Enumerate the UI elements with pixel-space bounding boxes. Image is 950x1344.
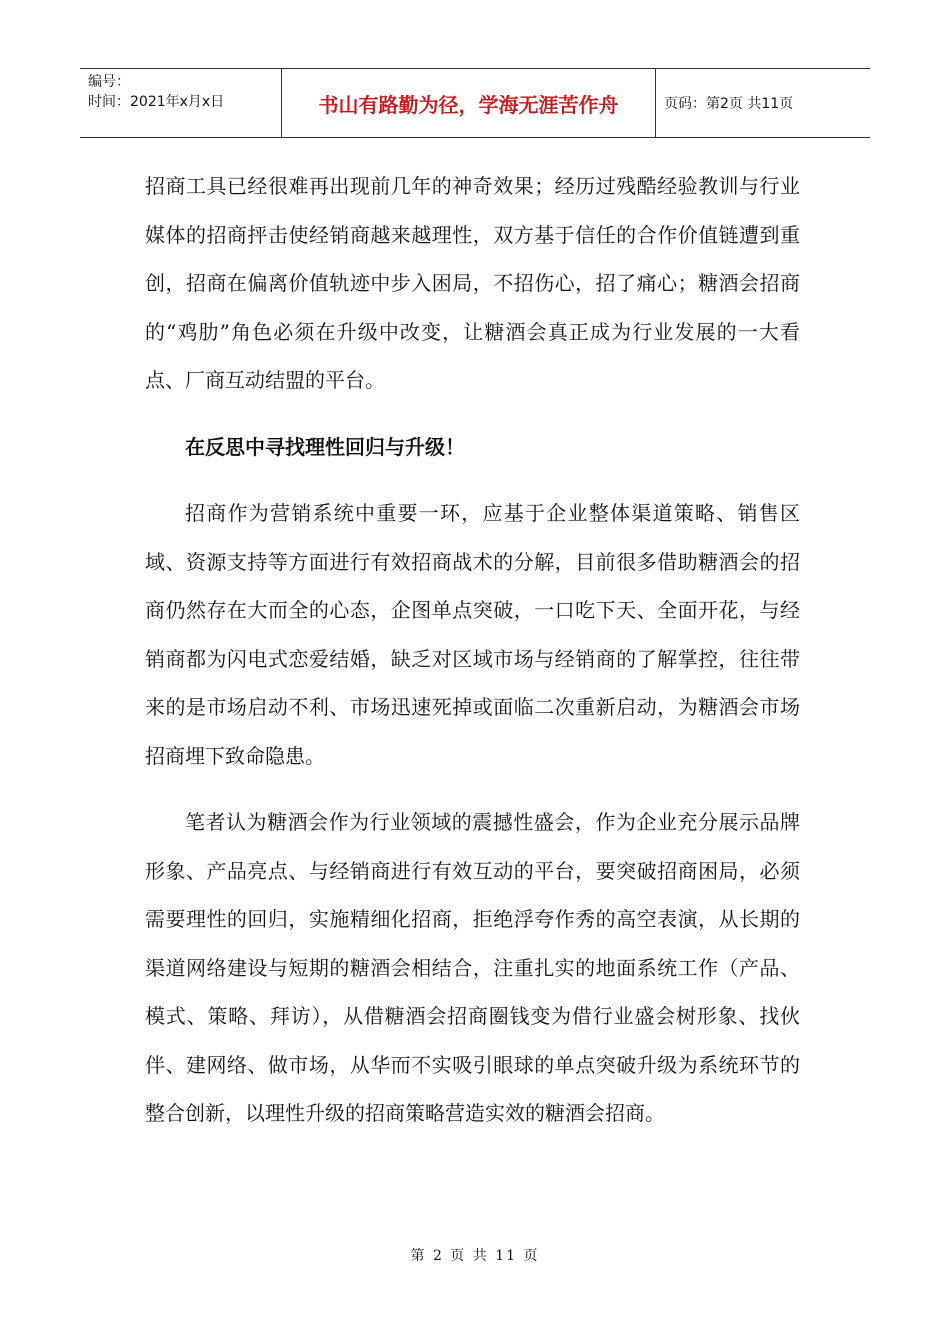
document-number: 编号： [88, 74, 130, 90]
document-date: 时间：2021年x月x日 [88, 94, 225, 110]
page-footer: 第 2 页 共 11 页 [410, 1248, 540, 1264]
section-heading: 在反思中寻找理性回归与升级！ [185, 434, 465, 459]
header-meta [80, 69, 282, 137]
header-motto: 书山有路勤为径，学海无涯苦作舟 [282, 69, 656, 137]
header-page-info: 页码：第2页 共11页 [664, 96, 794, 112]
document-body [145, 162, 800, 1138]
paragraph-2: 招商作为营销系统中重要一环，应基于企业整体渠道策略、销售区域、资源支持等方面进行有效招商战术的分解，目前很多借助糖酒会的招商仍然存在大而全的心态，企图单点突破，一口吃下天、全面开花，与经销商都为闪电式恋爱结婚，缺乏对区域市场与经销商的了解掌控，往往带来的是市场启动不利、市场迅速死掉或面临二次重新启动，为糖酒会市场招商埋下致命隐患。 [145, 501, 800, 768]
paragraph-1: 招商工具已经很难再出现前几年的神奇效果；经历过残酷经验教训与行业媒体的招商抨击使经销商越来越理性，双方基于信任的合作价值链遭到重创，招商在偏离价值轨迹中步入困局，不招伤心，招了痛心；糖酒会招商的“鸡肋”角色必须在升级中改变，让糖酒会真正成为行业发展的一大看点、厂商互动结盟的平台。 [145, 174, 800, 392]
paragraph-3: 笔者认为糖酒会作为行业领域的震撼性盛会，作为企业充分展示品牌形象、产品亮点、与经销商进行有效互动的平台，要突破招商困局，必须需要理性的回归，实施精细化招商，拒绝浮夸作秀的高空表演，从长期的渠道网络建设与短期的糖酒会相结合，注重扎实的地面系统工作（产品、模式、策略、拜访），从借糖酒会招商圈钱变为借行业盛会树形象、找伙伴、建网络、做市场，从华而不实吸引眼球的单点突破升级为系统环节的整合创新，以理性升级的招商策略营造实效的糖酒会招商。 [145, 810, 800, 1125]
page-header [80, 68, 870, 138]
